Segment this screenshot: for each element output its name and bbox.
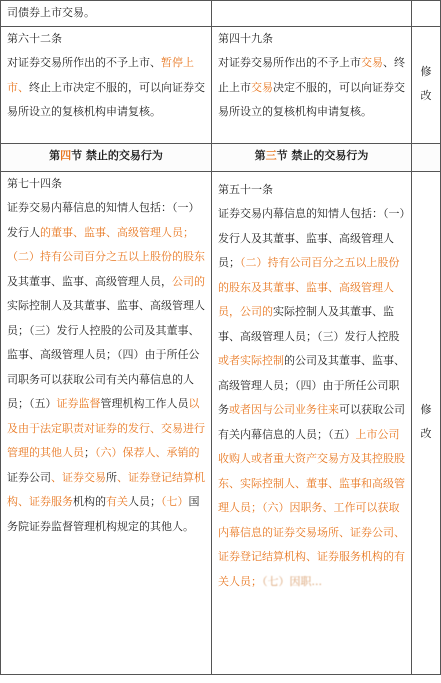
changed-text: （七） bbox=[161, 495, 189, 508]
article-title: 第五十一条 bbox=[218, 182, 273, 196]
changed-text: 交易 bbox=[361, 56, 383, 69]
section-header-row bbox=[1, 143, 441, 171]
changed-text: 以及由于法定职责对证券的发行、交易进行管理的其他人员 bbox=[7, 397, 205, 459]
article-text: 对证券交易所作出的不予上市、 bbox=[7, 56, 161, 69]
changed-text: 三 bbox=[265, 148, 277, 162]
article-text bbox=[7, 201, 205, 533]
new-law-cell bbox=[212, 171, 412, 674]
article-text: 机构的 bbox=[73, 495, 106, 508]
changed-text: 、证券交易 bbox=[51, 470, 106, 484]
article-text: 证券公司 bbox=[7, 470, 51, 484]
article-text: 及其董事、监事、高级管理人员， bbox=[7, 274, 172, 288]
article-text: 的公司及其董事、监事、高级管理人员；（四）由于所任公司职务 bbox=[218, 354, 405, 416]
old-law-cell bbox=[1, 1, 212, 27]
changed-text: 、证券登记结算机构、证券服务 bbox=[7, 470, 205, 508]
article-text: 决定不服的，可以向证券交易所设立的复核机构申请复核。 bbox=[218, 80, 405, 118]
note-cell bbox=[412, 171, 441, 674]
section-heading-new: 第三节 禁止的交易行为 bbox=[212, 143, 412, 171]
section-heading-old: 第四节 禁止的交易行为 bbox=[1, 143, 212, 171]
article-text: 发行人 bbox=[7, 225, 40, 239]
article-text: 证券交易内幕信息的知情人包括： bbox=[7, 201, 172, 214]
changed-text: 或者实际控制 bbox=[218, 354, 284, 367]
changed-text: （二）持有公司百分之五以上股份的股东及其董事、监事、高级管理人员，公司的 bbox=[218, 256, 400, 318]
article-text: 终止上市决定不服的，可以向证券交易所设立的复核机构申请复核。 bbox=[7, 80, 205, 118]
note-label: 修改 bbox=[420, 403, 432, 441]
article-text bbox=[218, 207, 405, 588]
article-title: 第七十四条 bbox=[7, 176, 62, 190]
article-text: 实际控制人及其董事、监事、高级管理人员；（三）发行人控股 bbox=[218, 305, 400, 343]
new-law-cell bbox=[212, 1, 412, 27]
new-law-cell bbox=[212, 26, 412, 143]
changed-text: 公司的 bbox=[172, 274, 205, 288]
changed-text: 或者因与公司业务往来 bbox=[229, 403, 339, 416]
table-row bbox=[1, 171, 441, 674]
note-cell bbox=[412, 143, 441, 171]
article-text: 管理机构工作人员 bbox=[100, 397, 189, 410]
article-text: 证券交易内幕信息的知情人包括：（一）发行人及其董事、监事、高级管理人员； bbox=[218, 207, 405, 269]
article-text: ； bbox=[84, 446, 95, 459]
changed-text: 有关 bbox=[106, 495, 128, 508]
article-text: 人员； bbox=[128, 495, 161, 508]
note-label: 修改 bbox=[420, 65, 432, 103]
changed-text: 四 bbox=[60, 148, 72, 162]
changed-text: 证券监督 bbox=[56, 397, 101, 410]
old-law-text: 司债券上市交易。 bbox=[7, 6, 95, 19]
article-text: 所 bbox=[106, 470, 117, 484]
note-cell bbox=[412, 26, 441, 143]
article-title: 第六十二条 bbox=[7, 31, 62, 45]
article-text: 国务院证券监督管理机构规定的其他人。 bbox=[7, 495, 200, 533]
changed-text: 上市公司收购人或者重大资产交易方及其控股股东、实际控制人、董事、监事和高级管理人员；（六）因职务、工作可以获取内幕信息的证券交易场所、证券公司、证券登记结算机构、证券服务机构的有关人员； bbox=[218, 427, 405, 588]
changed-text: 暂停上市、 bbox=[7, 56, 194, 94]
changed-text: 交易 bbox=[251, 80, 273, 94]
changed-text: （六）保荐人、承销的 bbox=[95, 446, 200, 459]
article-text: 对证券交易所作出的不予上市 bbox=[218, 56, 361, 69]
article-text: 、终止上市 bbox=[218, 56, 405, 94]
old-law-cell bbox=[1, 26, 212, 143]
article-text: （七）因职... bbox=[262, 574, 322, 588]
table-row bbox=[1, 26, 441, 143]
changed-text: 的董事、监事、高级管理人员；（二）持有公司百分之五以上股份的股东 bbox=[7, 225, 205, 263]
table-row bbox=[1, 1, 441, 27]
article-text: 实际控制人及其董事、监事、高级管理人员；（三）发行人控股的公司及其董事、监事、高级管理人员；（四）由于所任公司职务可以获取公司有关内幕信息的人员；（五） bbox=[7, 299, 205, 410]
old-law-cell bbox=[1, 171, 212, 674]
article-text: （一） bbox=[172, 201, 200, 214]
article-text: 可以获取公司有关内幕信息的人员；（五） bbox=[218, 403, 405, 441]
article-title: 第四十九条 bbox=[218, 31, 273, 45]
note-cell bbox=[412, 1, 441, 27]
